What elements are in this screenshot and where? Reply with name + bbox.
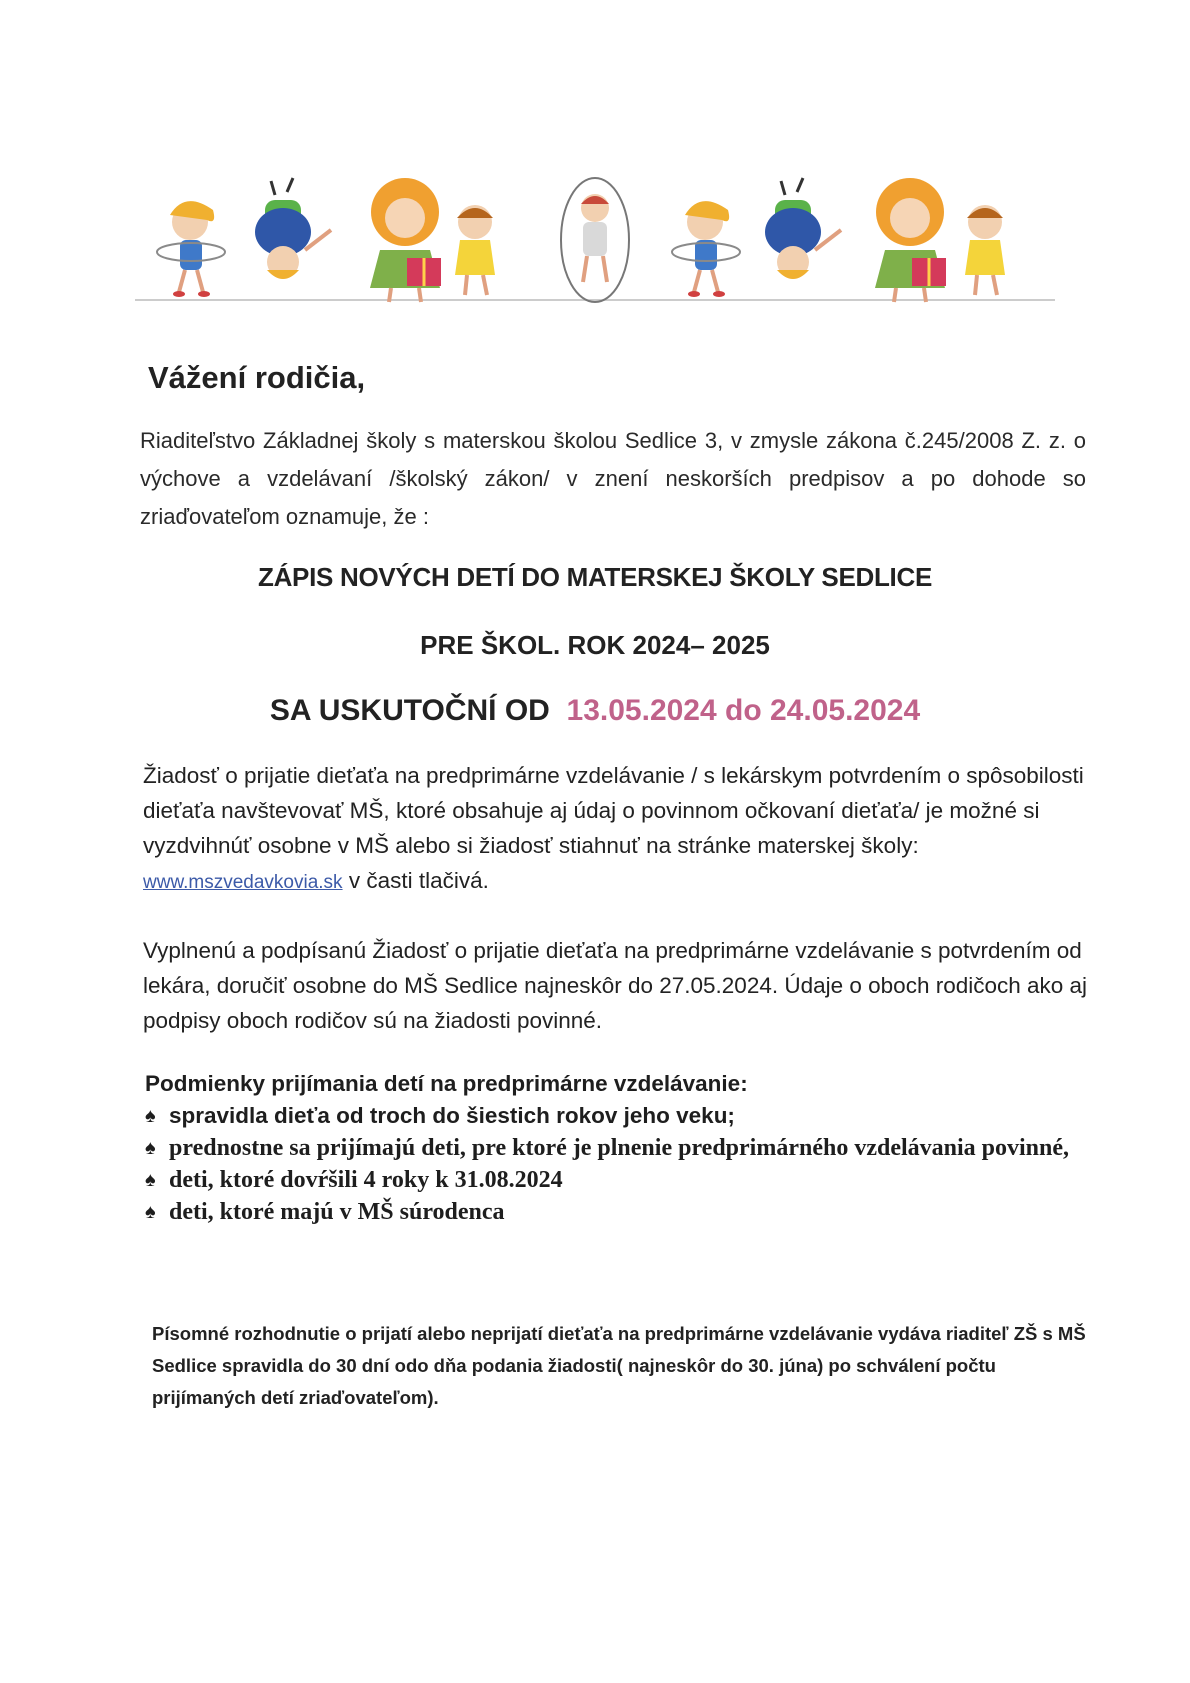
- conditions-title: Podmienky prijímania detí na predprimárne vzdelávanie:: [145, 1071, 748, 1096]
- child-gift-figure-2: [875, 178, 946, 302]
- child-handstand-figure-2: [765, 178, 841, 279]
- enrollment-date-range: 13.05.2024 do 24.05.2024: [566, 694, 921, 727]
- child-jumprope-figure: [561, 178, 629, 302]
- condition-item-text: prednostne sa prijímajú deti, pre ktoré je plnenie predprimárného vzdelávania povinné,: [169, 1135, 1070, 1161]
- child-hoop-figure-1: [157, 201, 225, 297]
- condition-item-text: deti, ktoré majú v MŠ súrodenca: [169, 1199, 505, 1225]
- application-form-text: Žiadosť o prijatie dieťaťa na predprimárne vzdelávanie / s lekárskym potvrdením o spôsobilosti dieťaťa navštevovať MŠ, ktoré obsahuje aj údaj o povinnom očkovaní dieťaťa/ je možné si vyzdvihnúť osobne v MŠ alebo si žiadosť stiahnuť na stránke materskej školy:: [143, 763, 1084, 858]
- child-gift-figure-1: [370, 178, 441, 302]
- submission-paragraph: Vyplnenú a podpísanú Žiadosť o prijatie dieťaťa na predprimárne vzdelávanie s potvrdením od lekára, doručiť osobne do MŠ Sedlice najneskôr do 27.05.2024. Údaje o oboch rodičoch ako aj podpisy oboch rodičov sú na žiadosti povinné.: [143, 938, 1088, 1033]
- application-form-suffix: v časti tlačivá.: [348, 868, 489, 893]
- condition-item: [145, 1196, 1105, 1228]
- condition-item-text: deti, ktoré dovŕšili 4 roky k 31.08.2024: [169, 1167, 563, 1193]
- condition-item: [145, 1100, 1105, 1132]
- condition-item: [145, 1132, 1105, 1164]
- child-pigtails-figure-1: [455, 205, 495, 295]
- headline-dates: [0, 694, 1190, 728]
- child-handstand-figure-1: [255, 178, 331, 279]
- children-illustration-banner: [135, 170, 1055, 315]
- application-form-paragraph: [143, 758, 1103, 900]
- headline-dates-prefix: SA USKUTOČNÍ OD: [269, 694, 550, 727]
- headline-school-year: PRE ŠKOL. ROK 2024– 2025: [420, 630, 770, 660]
- condition-item-text: spravidla dieťa od troch do šiestich rokov jeho veku;: [169, 1103, 735, 1128]
- decision-notice: Písomné rozhodnutie o prijatí alebo neprijatí dieťaťa na predprimárne vzdelávanie vydáva riaditeľ ZŠ s MŠ Sedlice spravidla do 30 dní odo dňa podania žiadosti( najneskôr do 30. júna) po schválení počtu prijímaných detí zriaďovateľom).: [152, 1323, 1086, 1408]
- spade-bullet-icon: ♠: [145, 1169, 156, 1191]
- spade-bullet-icon: ♠: [145, 1137, 156, 1159]
- spade-bullet-icon: ♠: [145, 1201, 156, 1223]
- headline-enrollment-title: ZÁPIS NOVÝCH DETÍ DO MATERSKEJ ŠKOLY SEDLICE: [258, 562, 932, 592]
- greeting-heading: Vážení rodičia,: [148, 360, 366, 395]
- child-hoop-figure-2: [672, 201, 740, 297]
- spade-bullet-icon: ♠: [145, 1105, 156, 1127]
- child-pigtails-figure-2: [965, 205, 1005, 295]
- intro-paragraph: Riaditeľstvo Základnej školy s materskou školou Sedlice 3, v zmysle zákona č.245/2008 Z. z. o výchove a vzdelávaní /školský zákon/ v znení neskorších predpisov a po dohode so zriaďovateľom oznamuje, že :: [140, 428, 1086, 529]
- condition-item: [145, 1164, 1105, 1196]
- admission-conditions: [145, 1068, 1105, 1228]
- school-website-link[interactable]: www.mszvedavkovia.sk: [143, 872, 343, 893]
